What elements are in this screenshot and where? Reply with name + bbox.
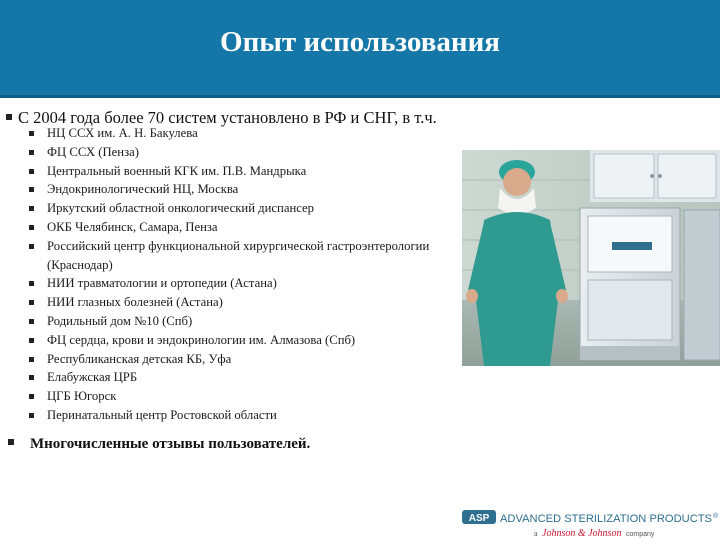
- operating-room-photo: [462, 150, 720, 366]
- list-item: Российский центр функциональной хирургической гастроэнтерологии (Краснодар): [29, 237, 469, 275]
- logo-brand-name: ADVANCED STERILIZATION PRODUCTS: [500, 513, 712, 525]
- bullet-icon: [29, 375, 34, 380]
- bullet-icon: [29, 338, 34, 343]
- list-item: ЦГБ Югорск: [29, 387, 469, 406]
- list-item: Родильный дом №10 (Спб): [29, 312, 469, 331]
- bullet-icon: [29, 300, 34, 305]
- list-item: ОКБ Челябинск, Самара, Пенза: [29, 218, 469, 237]
- bullet-icon: [29, 281, 34, 286]
- bullet-icon: [29, 225, 34, 230]
- bullet-icon: [29, 413, 34, 418]
- title-divider: [0, 95, 720, 98]
- title-banner: [0, 0, 720, 95]
- summary-text: Многочисленные отзывы пользователей.: [30, 436, 311, 452]
- list-item-continuation: (Краснодар): [47, 257, 113, 272]
- logo-parent: Johnson & Johnson: [542, 528, 622, 539]
- logo-registered-mark: ®: [713, 513, 719, 520]
- bullet-icon: [29, 244, 34, 249]
- list-item: НЦ ССХ им. А. Н. Бакулева: [29, 124, 469, 143]
- bullet-icon: [29, 206, 34, 211]
- bullet-icon: [29, 169, 34, 174]
- logo-mark-text: ASP: [468, 513, 490, 524]
- list-item: НИИ глазных болезней (Астана): [29, 293, 469, 312]
- intro-text: С 2004 года более 70 систем установлено в РФ и СНГ, в т.ч.: [18, 108, 437, 127]
- logo-suffix: company: [626, 531, 655, 538]
- bullet-icon: [29, 357, 34, 362]
- list-item: Эндокринологический НЦ, Москва: [29, 180, 469, 199]
- bullet-icon: [6, 114, 12, 120]
- summary-bullet: [8, 436, 310, 453]
- list-item: Иркутский областной онкологический диспансер: [29, 199, 469, 218]
- bullet-icon: [29, 131, 34, 136]
- logo-prefix: a: [534, 529, 538, 538]
- installations-list: [29, 124, 469, 425]
- list-item: Перинатальный центр Ростовской области: [29, 406, 469, 425]
- page-title: Опыт использования: [220, 26, 500, 58]
- list-item: Центральный военный КГК им. П.В. Мандрыка: [29, 162, 469, 181]
- list-item: ФЦ ССХ (Пенза): [29, 143, 469, 162]
- bullet-icon: [29, 319, 34, 324]
- list-item: Республиканская детская КБ, Уфа: [29, 350, 469, 369]
- company-logo: [462, 508, 720, 540]
- bullet-icon: [29, 187, 34, 192]
- bullet-icon: [29, 150, 34, 155]
- bullet-icon: [8, 439, 14, 445]
- list-item: НИИ травматологии и ортопедии (Астана): [29, 274, 469, 293]
- bullet-icon: [29, 394, 34, 399]
- list-item: ФЦ сердца, крови и эндокринологии им. Алмазова (Спб): [29, 331, 469, 350]
- list-item: Елабужская ЦРБ: [29, 368, 469, 387]
